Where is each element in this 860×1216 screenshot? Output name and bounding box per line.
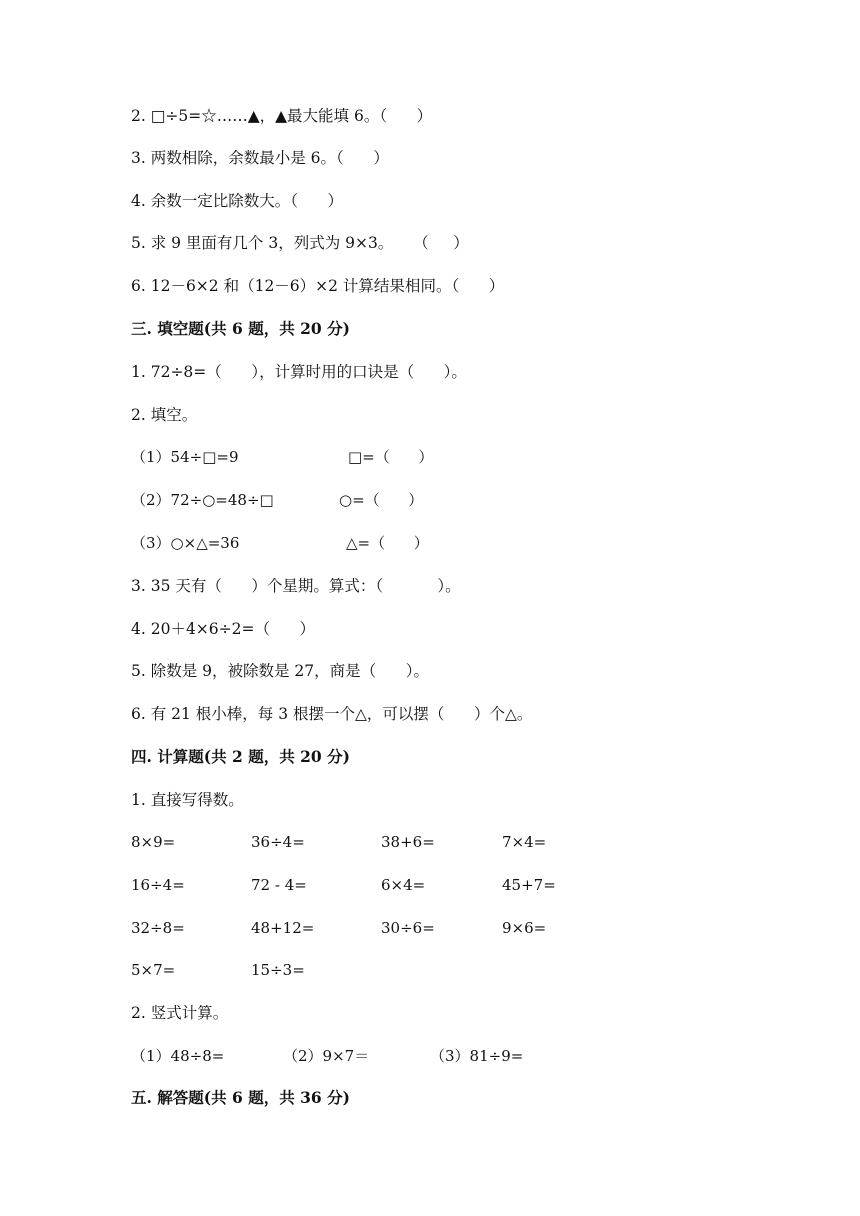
fill-q2-row1-right: □=（ ） [348,448,434,466]
fill-q2: 2. 填空。 [131,406,198,424]
calc-cell: 48+12= [251,919,315,937]
fill-q2-row3-left: （3）○×△=36 [131,534,240,552]
solve-heading: 五. 解答题(共 6 题，共 36 分) [131,1088,350,1107]
calc-heading: 四. 计算题(共 2 题，共 20 分) [131,747,350,766]
calc-q1: 1. 直接写得数。 [131,791,244,809]
calc-cell: 5×7= [131,961,176,979]
calc-cell: 30÷6= [381,919,435,937]
vertical-calc-1: （1）48÷8= [131,1047,225,1065]
calc-cell: 72 - 4= [251,876,307,894]
calc-cell: 16÷4= [131,876,185,894]
calc-cell: 7×4= [502,833,547,851]
calc-cell: 9×6= [502,919,547,937]
calc-cell: 45+7= [502,876,556,894]
calc-cell: 32÷8= [131,919,185,937]
vertical-calc-3: （3）81÷9= [430,1047,524,1065]
calc-q2: 2. 竖式计算。 [131,1004,229,1022]
judge-q6: 6. 12－6×2 和（12－6）×2 计算结果相同。（ ） [131,277,505,295]
calc-cell: 8×9= [131,833,176,851]
calc-cell: 15÷3= [251,961,305,979]
judge-q2: 2. □÷5=☆……▲，▲最大能填 6。（ ） [131,107,433,125]
fill-q1: 1. 72÷8=（ ），计算时用的口诀是（ ）。 [131,363,467,381]
judge-q3: 3. 两数相除，余数最小是 6。（ ） [131,149,389,167]
fill-q2-row2-right: ○=（ ） [339,491,424,509]
fill-q5: 5. 除数是 9，被除数是 27，商是（ ）。 [131,662,429,680]
fill-q2-row1-left: （1）54÷□=9 [131,448,239,466]
calc-cell: 38+6= [381,833,435,851]
judge-q5: 5. 求 9 里面有几个 3，列式为 9×3。 （ ） [131,234,469,252]
fill-q6: 6. 有 21 根小棒，每 3 根摆一个△，可以摆（ ）个△。 [131,705,533,723]
judge-q4: 4. 余数一定比除数大。（ ） [131,192,344,210]
vertical-calc-2: （2）9×7＝ [283,1047,370,1065]
fill-q3: 3. 35 天有（ ）个星期。算式：（ ）。 [131,577,461,595]
fill-q4: 4. 20＋4×6÷2=（ ） [131,620,316,638]
calc-cell: 36÷4= [251,833,305,851]
calc-cell: 6×4= [381,876,426,894]
fill-heading: 三. 填空题(共 6 题，共 20 分) [131,319,350,338]
fill-q2-row2-left: （2）72÷○=48÷□ [131,491,274,509]
fill-q2-row3-right: △=（ ） [346,534,429,552]
